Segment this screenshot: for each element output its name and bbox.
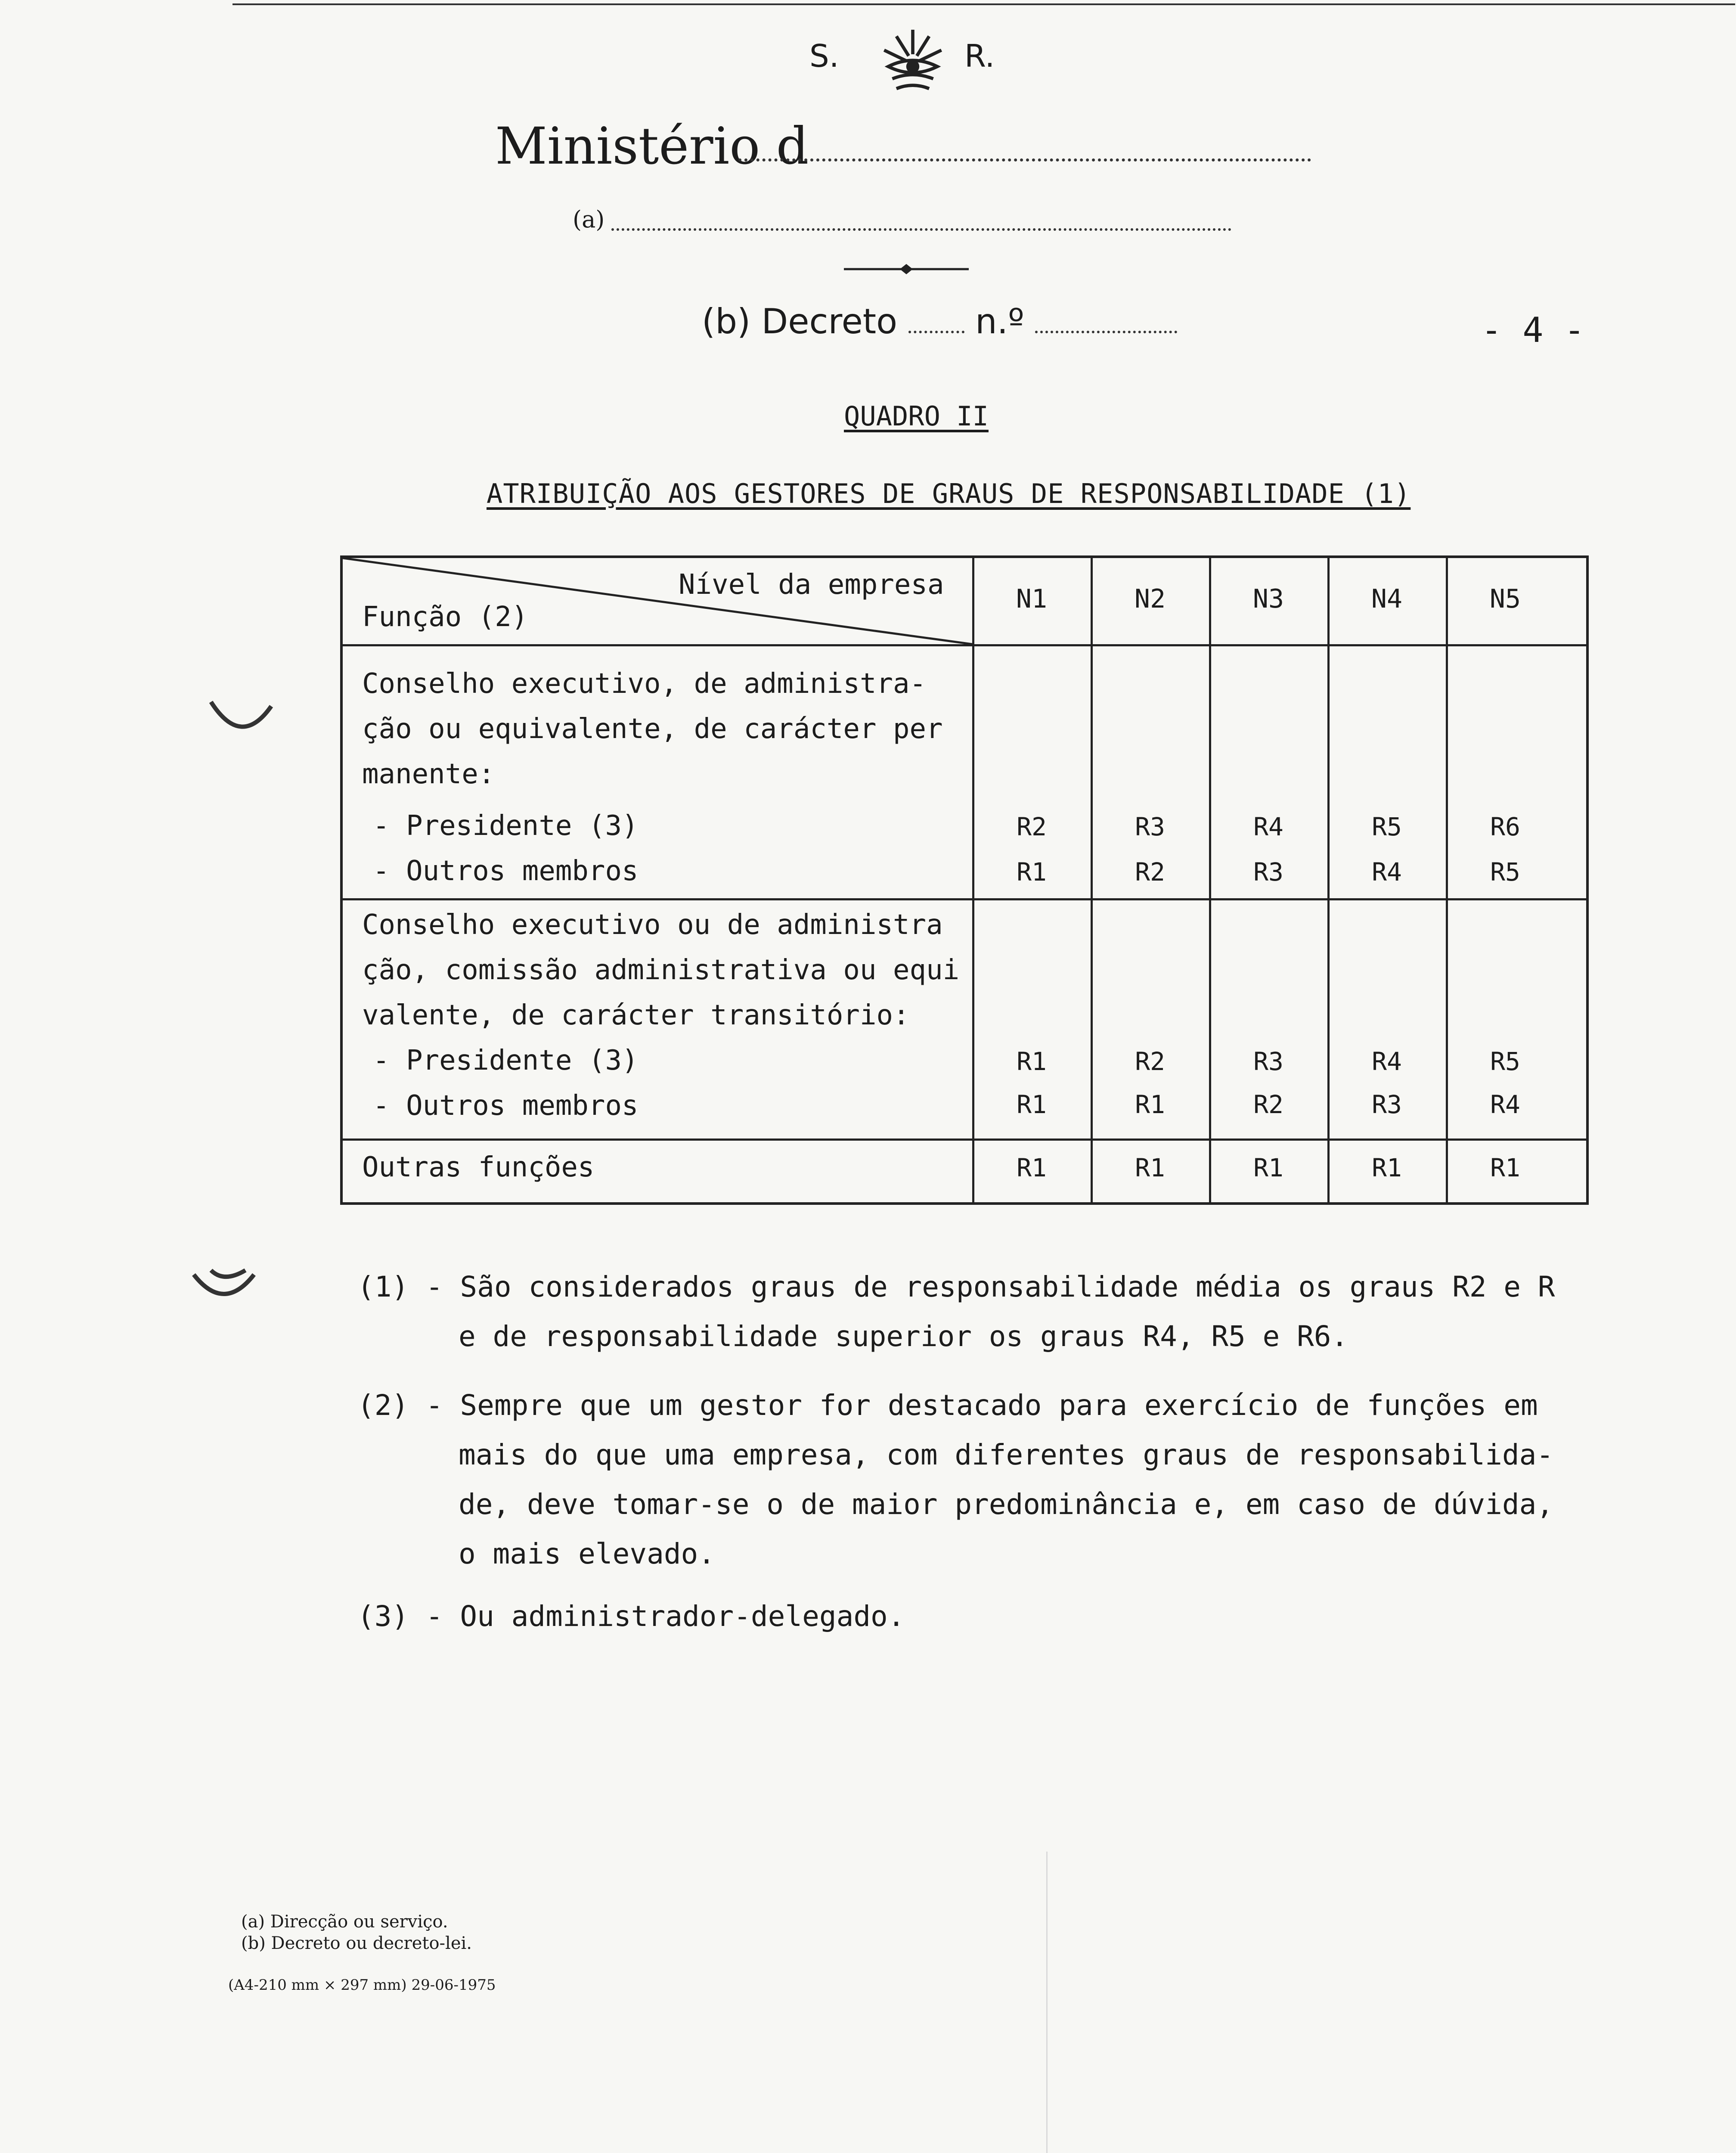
table-cell: R5 [1490,1047,1520,1076]
group1-line: ção ou equivalente, de carácter per [362,713,943,745]
note-2-line: mais do que uma empresa, com diferentes graus de responsabilida- [459,1438,1554,1471]
table-cell: R1 [1017,857,1047,887]
table-cell: R4 [1372,1047,1402,1076]
decreto-label: (b) Decreto [702,301,898,341]
column-header: N3 [1252,584,1284,614]
group2-line: ção, comissão administrativa ou equi [362,954,960,986]
direccao-fill-line [611,228,1231,231]
note-2-line: (2) - Sempre que um gestor for destacado para exercício de funções em [357,1389,1538,1422]
table-cell: R2 [1017,812,1047,841]
table-cell: R1 [1490,1153,1520,1182]
top-edge-line [232,3,1735,5]
print-info: (A4-210 mm × 297 mm) 29-06-1975 [228,1976,496,1994]
col-divider [972,558,974,1202]
col-divider [1091,558,1093,1202]
group2-line: valente, de carácter transitório: [362,999,910,1031]
group1-row-label: - Presidente (3) [373,810,639,842]
table-cell: R1 [1372,1153,1402,1182]
note-1-line: e de responsabilidade superior os graus R4, R5 e R6. [459,1320,1348,1353]
decreto-number-blank [1035,331,1177,333]
ministerio-fill-line [738,158,1311,161]
group2-row-label: - Outros membros [373,1090,639,1122]
note-1-line: (1) - São considerados graus de responsabilidade média os graus R2 e R [357,1270,1555,1303]
binder-hole-icon [181,1257,267,1318]
table-subtitle: ATRIBUIÇÃO AOS GESTORES DE GRAUS DE RESPONSABILIDADE (1) [487,478,1411,509]
group-divider [343,898,1586,900]
table-cell: R2 [1135,857,1165,887]
group1-line: manente: [362,758,495,790]
table-cell: R2 [1253,1090,1283,1119]
group3-row-label: Outras funções [362,1151,595,1183]
column-header: N2 [1134,584,1166,614]
column-header: N4 [1371,584,1403,614]
note-2-line: o mais elevado. [459,1537,716,1570]
table-title: QUADRO II [844,400,989,432]
header-r: R. [964,38,995,74]
footnote-b: (b) Decreto ou decreto-lei. [241,1933,472,1953]
table-cell: R3 [1372,1090,1402,1119]
binder-hole-icon [202,689,280,754]
table-cell: R3 [1253,857,1283,887]
table-cell: R2 [1135,1047,1165,1076]
direccao-mark: (a) [573,206,605,233]
table-cell: R4 [1253,812,1283,841]
note-3-line: (3) - Ou administrador-delegado. [357,1600,905,1633]
page-fold-line [1046,1852,1048,2153]
corner-nivel-label: Nível da empresa [679,569,944,601]
column-header: N1 [1016,584,1048,614]
table-cell: R6 [1490,812,1520,841]
col-divider [1209,558,1211,1202]
decreto-blank [908,331,964,333]
table-cell: R1 [1135,1153,1165,1182]
note-2-line: de, deve tomar-se o de maior predominância e, em caso de dúvida, [459,1488,1554,1521]
header-divider [343,644,1586,646]
table-cell: R1 [1253,1153,1283,1182]
group1-row-label: - Outros membros [373,855,639,887]
table-cell: R4 [1490,1090,1520,1119]
table-cell: R3 [1253,1047,1283,1076]
table-cell: R5 [1490,857,1520,887]
table-cell: R1 [1135,1090,1165,1119]
column-header: N5 [1489,584,1521,614]
table-cell: R1 [1017,1090,1047,1119]
decreto-line [702,301,1177,341]
table-cell: R1 [1017,1047,1047,1076]
col-divider [1446,558,1448,1202]
corner-funcao-label: Função (2) [362,601,528,633]
ministerio-label: Ministério d [495,116,809,176]
footnote-a: (a) Direcção ou serviço. [241,1912,448,1932]
group1-line: Conselho executivo, de administra- [362,668,927,700]
col-divider [1327,558,1330,1202]
table-cell: R1 [1017,1153,1047,1182]
header-s: S. [809,38,839,74]
group-divider [343,1139,1586,1141]
table-cell: R5 [1372,812,1402,841]
group2-line: Conselho executivo ou de administra [362,909,943,941]
ornament-divider-icon [844,263,969,276]
decreto-number-label: n.º [975,301,1024,341]
republic-emblem-icon [872,22,954,103]
group2-row-label: - Presidente (3) [373,1045,639,1076]
table-cell: R4 [1372,857,1402,887]
page-number: - 4 - [1481,310,1585,350]
responsibility-table [340,555,1589,1205]
table-cell: R3 [1135,812,1165,841]
